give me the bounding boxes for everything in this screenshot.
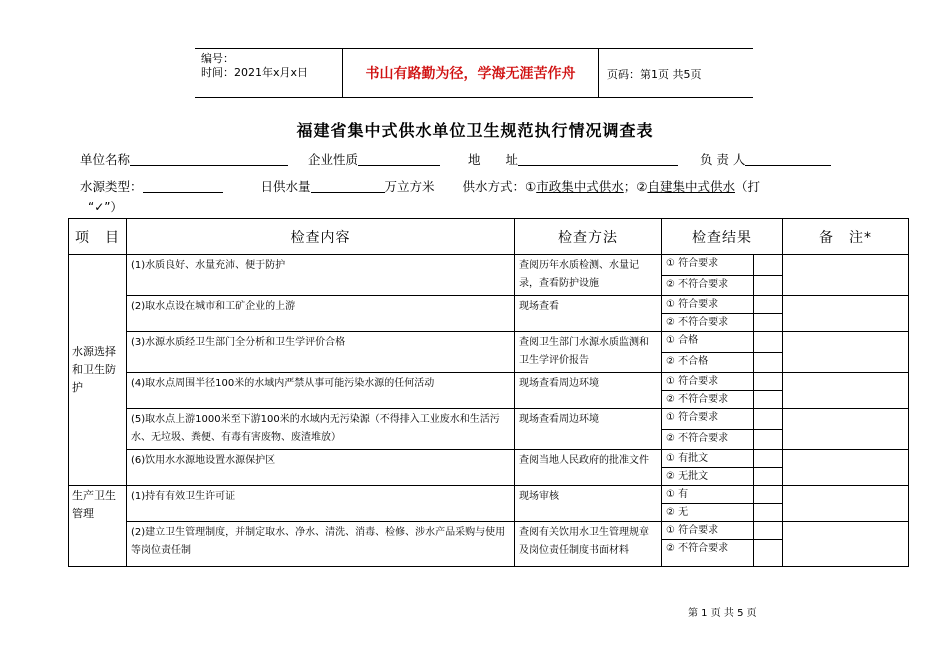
check-content: (2)取水点设在城市和工矿企业的上游: [127, 296, 515, 332]
check-content: (1)水质良好、水量充沛、便于防护: [127, 255, 515, 296]
category-water-source: 水源选择和卫生防护: [69, 255, 127, 486]
check-content: (2)建立卫生管理制度，并制定取水、净水、清洗、消毒、检修、涉水产品采购与使用等岗位责任制: [127, 522, 515, 567]
number-label: 编号：: [201, 52, 234, 65]
table-header-row: [69, 219, 909, 255]
motto: 书山有路勤为径，学海无涯苦作舟: [342, 49, 599, 97]
water-source-type-field[interactable]: [143, 179, 223, 193]
tick-instruction-close: “✓”）: [88, 200, 123, 214]
address-field[interactable]: [518, 152, 678, 166]
check-content: (6)饮用水水源地设置水源保护区: [127, 450, 515, 486]
result-tick-cell[interactable]: [754, 391, 783, 409]
table-row: [69, 522, 909, 540]
remark-cell[interactable]: [783, 373, 909, 409]
result-option-1: ① 符合要求: [662, 373, 754, 391]
remark-cell[interactable]: [783, 450, 909, 486]
result-option-1: ① 有: [662, 486, 754, 504]
result-tick-cell[interactable]: [754, 255, 783, 276]
col-header-item: 项 目: [69, 219, 127, 255]
result-option-2: ② 不符合要求: [662, 429, 754, 450]
result-option-2: ② 不符合要求: [662, 314, 754, 332]
page-footer: 第 1 页 共 5 页: [688, 608, 757, 619]
result-option-1: ① 有批文: [662, 450, 754, 468]
result-tick-cell[interactable]: [754, 409, 783, 430]
result-option-2: ② 不符合要求: [662, 391, 754, 409]
supply-mode-label: 供水方式：: [462, 179, 525, 194]
result-tick-cell[interactable]: [754, 486, 783, 504]
result-tick-cell[interactable]: [754, 373, 783, 391]
col-header-result: 检查结果: [662, 219, 783, 255]
result-tick-cell[interactable]: [754, 429, 783, 450]
col-header-content: 检查内容: [127, 219, 515, 255]
document-title: 福建省集中式供水单位卫生规范执行情况调查表: [296, 121, 654, 140]
table-row: [69, 450, 909, 468]
result-tick-cell[interactable]: [754, 468, 783, 486]
result-option-2: ② 不合格: [662, 352, 754, 373]
result-tick-cell[interactable]: [754, 504, 783, 522]
daily-supply-field[interactable]: [311, 179, 385, 193]
page-indicator: 页码：第1页 共5页: [607, 68, 702, 81]
check-method: 查阅历年水质检测、水量记录，查看防护设施: [515, 255, 662, 296]
responsible-field[interactable]: [745, 152, 831, 166]
inspection-table: [68, 218, 909, 567]
table-row: [69, 296, 909, 314]
result-option-2: ② 无批文: [662, 468, 754, 486]
supply-mode-option-1[interactable]: 市政集中式供水: [536, 179, 624, 194]
mode2-number: ②: [636, 179, 648, 194]
mode-separator: ；: [623, 179, 637, 194]
check-method: 现场查看: [515, 296, 662, 332]
unit-name-label: 单位名称: [80, 152, 131, 167]
table-row: [69, 373, 909, 391]
result-tick-cell[interactable]: [754, 275, 783, 296]
document-header: [195, 48, 753, 98]
supply-mode-option-2[interactable]: 自建集中式供水: [647, 179, 735, 194]
check-content: (5)取水点上游1000米至下游100米的水域内无污染源（不得排入工业废水和生活污水、无垃圾、粪便、有毒有害废物、废渣堆放）: [127, 409, 515, 450]
check-method: 查阅卫生部门水源水质监测和卫生学评价报告: [515, 332, 662, 373]
time-text: 时间：2021年x月x日: [201, 66, 309, 79]
daily-supply-label: 日供水量: [260, 179, 311, 194]
unit-name-field[interactable]: [130, 152, 288, 166]
mode1-number: ①: [525, 179, 537, 194]
result-tick-cell[interactable]: [754, 332, 783, 353]
check-content: (1)持有有效卫生许可证: [127, 486, 515, 522]
daily-supply-unit: 万立方米: [384, 179, 435, 194]
header-meta: [201, 52, 336, 80]
info-line-2: [80, 177, 760, 195]
info-line-1: [80, 150, 831, 168]
remark-cell[interactable]: [783, 409, 909, 450]
table-row: [69, 409, 909, 430]
water-source-type-label: 水源类型：: [80, 179, 143, 194]
check-content: (4)取水点周围半径100米的水域内严禁从事可能污染水源的任何活动: [127, 373, 515, 409]
result-option-1: ① 符合要求: [662, 409, 754, 430]
result-tick-cell[interactable]: [754, 314, 783, 332]
check-method: 现场审核: [515, 486, 662, 522]
check-method: 现场查看周边环境: [515, 373, 662, 409]
result-option-1: ① 合格: [662, 332, 754, 353]
remark-cell[interactable]: [783, 255, 909, 296]
responsible-label: 负 责 人: [699, 152, 746, 167]
result-option-1: ① 符合要求: [662, 255, 754, 276]
result-option-2: ② 无: [662, 504, 754, 522]
remark-cell[interactable]: [783, 522, 909, 567]
result-tick-cell[interactable]: [754, 296, 783, 314]
table-row: [69, 332, 909, 353]
check-method: 现场查看周边环境: [515, 409, 662, 450]
col-header-method: 检查方法: [515, 219, 662, 255]
remark-cell[interactable]: [783, 332, 909, 373]
col-header-remark: 备 注*: [783, 219, 909, 255]
table-row: [69, 486, 909, 504]
result-tick-cell[interactable]: [754, 352, 783, 373]
remark-cell[interactable]: [783, 486, 909, 522]
check-method: 查阅有关饮用水卫生管理规章及岗位责任制度书面材料: [515, 522, 662, 567]
enterprise-nature-field[interactable]: [358, 152, 440, 166]
tick-instruction-open: （打: [734, 179, 760, 194]
result-option-2: ② 不符合要求: [662, 275, 754, 296]
enterprise-nature-label: 企业性质: [307, 152, 358, 167]
result-option-1: ① 符合要求: [662, 522, 754, 540]
address-label: 地 址: [467, 152, 518, 167]
result-option-2: ② 不符合要求: [662, 540, 754, 567]
result-option-1: ① 符合要求: [662, 296, 754, 314]
table-row: [69, 255, 909, 276]
result-tick-cell[interactable]: [754, 522, 783, 540]
result-tick-cell[interactable]: [754, 450, 783, 468]
remark-cell[interactable]: [783, 296, 909, 332]
category-management: 生产卫生管理: [69, 486, 127, 567]
check-method: 查阅当地人民政府的批准文件: [515, 450, 662, 486]
check-content: (3)水源水质经卫生部门全分析和卫生学评价合格: [127, 332, 515, 373]
result-tick-cell[interactable]: [754, 540, 783, 567]
